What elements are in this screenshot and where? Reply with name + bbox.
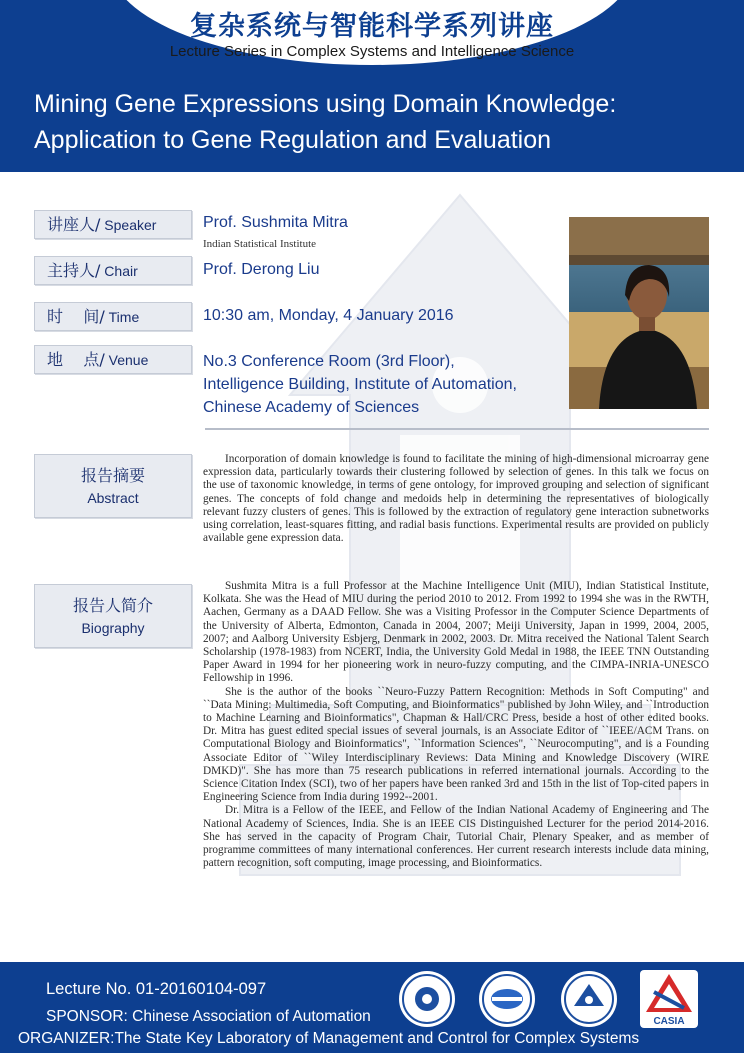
speaker-label-cn: 讲座人/ [47, 215, 101, 234]
speaker-name: Prof. Sushmita Mitra [203, 214, 348, 231]
venue-label-cn: 地 点/ [47, 350, 105, 369]
header-banner [0, 0, 744, 172]
lecture-title-line1: Mining Gene Expressions using Domain Knowledge: [34, 90, 617, 118]
section-divider [205, 428, 709, 430]
speaker-label [34, 210, 192, 239]
abstract-text [203, 453, 709, 545]
speaker-label-en: Speaker [100, 217, 157, 233]
abstract-paragraph: Incorporation of domain knowledge is found to facilitate the mining of high-dimensional microarray gene expression data, particularly towards their clustering followed by selection of genes. In this talk we focus on the use of taxonomic knowledge, in terms of gene ontology, for improved grouping and selection of significant genes. The concepts of fold change and medoids help in determining the representatives of biologically relevant fuzzy clusters of genes. This is followed by the extraction of regulatory gene interaction subnetworks using correlation, least-squares fitting, and radial basis functions. Experimental results are provided on publicly available gene expression data. [203, 453, 709, 545]
time-label-en: Time [104, 309, 140, 325]
biography-paragraph-3: Dr. Mitra is a Fellow of the IEEE, and Fellow of the Indian National Academy of Engineering and The National Academy of Sciences, India. She is an IEEE CIS Distinguished Lecturer for the period 2014-2016. She has served in the capacity of Program Chair, Tutorial Chair, Plenary Speaker, and as member of programme committees of many international conferences. Her current research interests include data mining, pattern recognition, soft computing, image processing, and Bioinformatics. [203, 804, 709, 870]
casia-logo-text: CASIA [653, 1016, 685, 1027]
organizer-text: ORGANIZER:The State Key Laboratory of Management and Control for Complex Systems [18, 1030, 640, 1047]
time-label-cn: 时 间/ [47, 307, 105, 326]
biography-text [203, 580, 709, 870]
abstract-label-cn: 报告摘要 [80, 466, 145, 485]
series-title-en: Lecture Series in Complex Systems and Intelligence Science [169, 43, 575, 60]
lecture-number: Lecture No. 01-20160104-097 [46, 980, 267, 998]
chair-label [34, 256, 192, 285]
venue-line2: Intelligence Building, Institute of Automation, [203, 376, 517, 393]
casia-logo-icon [640, 970, 698, 1028]
biography-paragraph-1: Sushmita Mitra is a full Professor at the Machine Intelligence Unit (MIU), Indian Statistical Institute, Kolkata. She was the Head of MIU during the period 2010 to 2012. From 1992 to 1994 she was in the RWTH, Aachen, Germany as a DAAD Fellow. She was a Visiting Professor in the Computer Science Departments of the University of Alberta, Edmonton, Canada in 2004, 2007; Meiji University, Japan in 1999, 2004, 2005, 2007; and Aalborg University Esbjerg, Denmark in 2002, 2003. Dr. Mitra received the National Talent Search Scholarship (1978-1983) from NCERT, India, the University Gold Medal in 1988, the IEEE TNN Outstanding Paper Award in 1994 for her pioneering work in neuro-fuzzy computing, and the CIMPA-INRIA-UNESCO Fellowship in 1996. [203, 580, 709, 685]
biography-label-en: Biography [81, 620, 145, 636]
venue-line3: Chinese Academy of Sciences [203, 399, 420, 416]
biography-paragraph-2: She is the author of the books ``Neuro-Fuzzy Pattern Recognition: Methods in Soft Computing" and ``Data Mining: Multimedia, Soft Computing, and Bioinformatics" published by John Wiley, and ``Introduction to Machine Learning and Bioinformatics", Chapman & Hall/CRC Press, beside a host of other edited books. Dr. Mitra has guest edited special issues of several journals, is an Associate Editor of ``IEEE/ACM Trans. on Computational Biology and Bioinformatics", ``Information Sciences", ``Neurocomputing", and is a Founding Associate Editor of ``Wiley Interdisciplinary Reviews: Data Mining and Knowledge Discovery (WIRE DMKD)". She has more than 75 research publications in referred international journals. According to the Science Citation Index (SCI), two of her papers have been ranked 3rd and 15th in the list of Top-cited papers in Engineering Science from India during 1992--2001. [203, 685, 709, 804]
sponsor-text: SPONSOR: Chinese Association of Automation [46, 1008, 371, 1025]
biography-label [34, 584, 192, 648]
caa-logo-icon [478, 970, 536, 1028]
chair-label-en: Chair [100, 263, 138, 279]
cas-logo-icon [398, 970, 456, 1028]
venue-label-en: Venue [104, 352, 149, 368]
speaker-affiliation: Indian Statistical Institute [203, 238, 317, 250]
time-label [34, 302, 192, 331]
venue-value [203, 350, 517, 419]
chair-name: Prof. Derong Liu [203, 261, 320, 278]
speaker-photo [569, 217, 709, 409]
venue-line1: No.3 Conference Room (3rd Floor), [203, 353, 455, 370]
series-title-cn: 复杂系统与智能科学系列讲座 [190, 11, 554, 42]
chair-label-cn: 主持人/ [47, 261, 101, 280]
venue-label [34, 345, 192, 374]
lab-logo-icon [560, 970, 618, 1028]
lecture-title [34, 86, 734, 158]
abstract-label-en: Abstract [87, 490, 139, 506]
abstract-label [34, 454, 192, 518]
biography-label-cn: 报告人简介 [72, 596, 153, 615]
time-value: 10:30 am, Monday, 4 January 2016 [203, 307, 454, 324]
lecture-title-line2: Application to Gene Regulation and Evaluation [34, 126, 552, 154]
